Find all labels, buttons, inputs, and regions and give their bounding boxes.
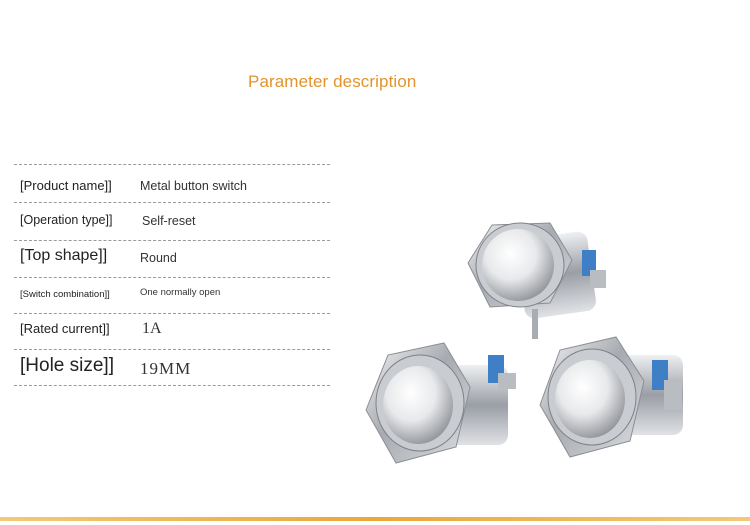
spec-row-switch-combination — [14, 278, 330, 313]
spec-value: Self-reset — [142, 214, 196, 228]
divider — [14, 385, 330, 386]
spec-value: 1A — [142, 320, 162, 337]
page-title: Parameter description — [248, 72, 417, 91]
switch-back — [468, 223, 606, 339]
switch-right — [540, 337, 683, 457]
switch-left — [366, 343, 516, 463]
spec-value: 19MM — [140, 359, 192, 378]
spec-row-top-shape — [14, 241, 330, 277]
spec-row-operation-type — [14, 203, 330, 240]
product-photo — [360, 215, 730, 475]
spec-label: [Operation type]] — [20, 213, 113, 227]
spec-row-hole-size — [14, 350, 330, 385]
bottom-accent-line — [0, 517, 750, 521]
spec-label: [Switch combination]] — [20, 289, 110, 300]
spec-value: Round — [140, 251, 177, 265]
spec-label: [Product name]] — [20, 178, 112, 193]
spec-label: [Hole size]] — [20, 355, 114, 376]
spec-value: One normally open — [140, 287, 221, 298]
spec-row-rated-current — [14, 314, 330, 349]
spec-value: Metal button switch — [140, 179, 247, 193]
spec-label: [Top shape]] — [20, 247, 108, 264]
spec-label: [Rated current]] — [20, 321, 110, 336]
spec-row-product-name — [14, 165, 330, 202]
spec-table — [14, 164, 330, 386]
